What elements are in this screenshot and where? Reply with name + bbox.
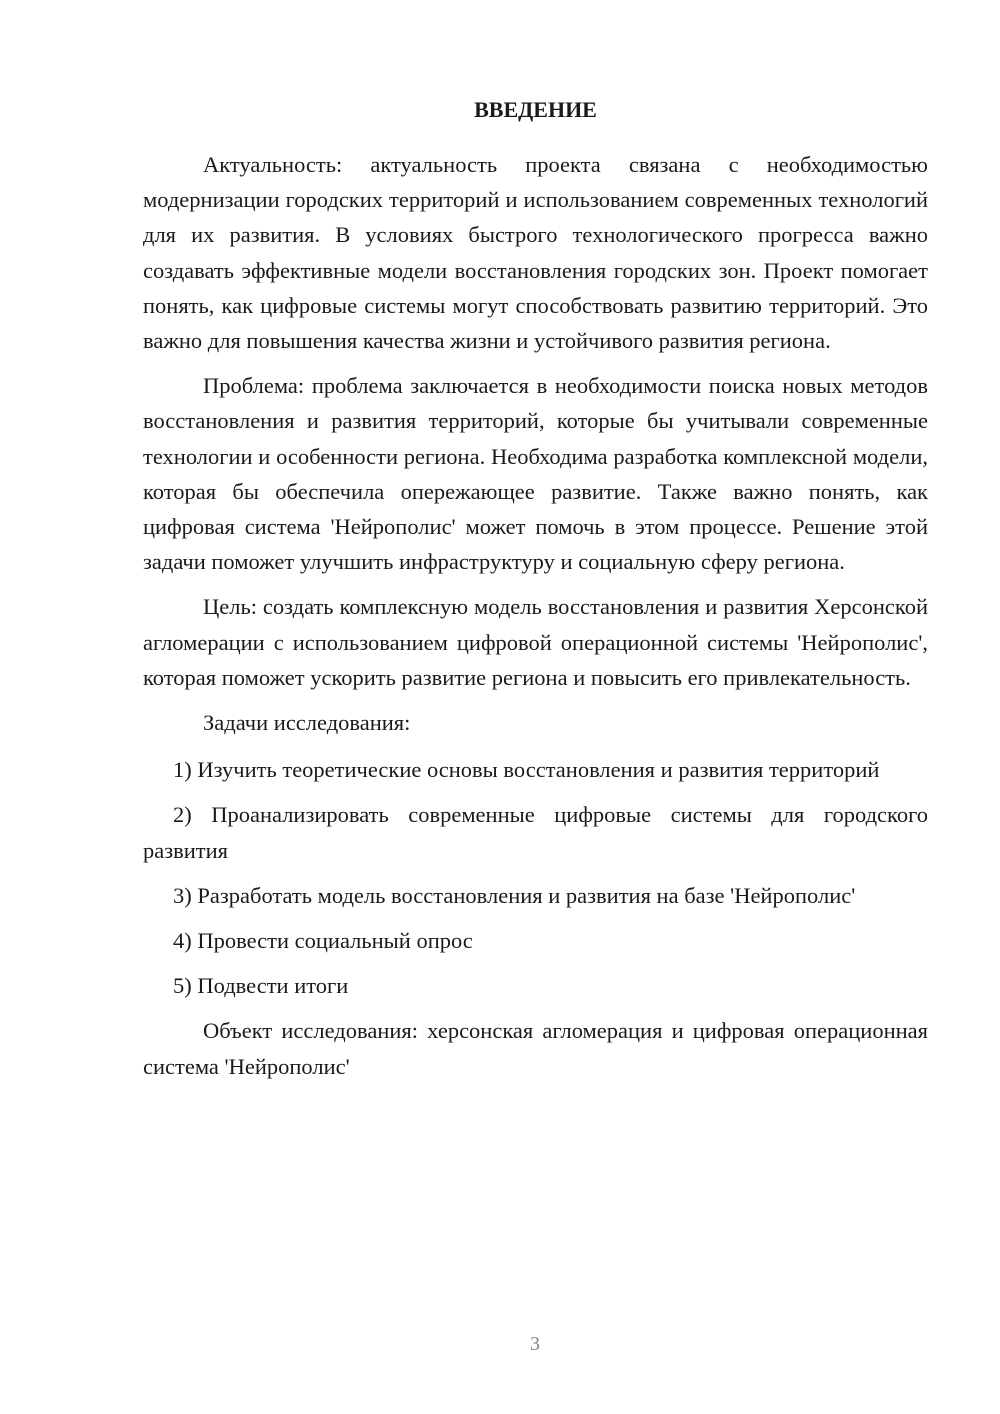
task-item-2: 2) Проанализировать современные цифровые системы для городского развития [143,802,928,863]
paragraph-object: Объект исследования: херсонская агломерация и цифровая операционная система 'Нейрополис' [143,1018,928,1079]
task-item-1: 1) Изучить теоретические основы восстановления и развития территорий [173,757,880,783]
task-item-4: 4) Провести социальный опрос [173,928,473,954]
task-item-5: 5) Подвести итоги [173,973,349,999]
section-heading: ВВЕДЕНИЕ [474,97,597,122]
page-number: 3 [530,1333,540,1355]
tasks-heading: Задачи исследования: [203,710,411,736]
paragraph-relevance: Актуальность: актуальность проекта связана с необходимостью модернизации городских территорий и использованием современных технологий для их развития. В условиях быстрого технологического прогресса важно создавать эффективные модели восстановления городских зон. Проект помогает понять, как цифровые системы могут способствовать развитию территорий. Это важно для повышения качества жизни и устойчивого развития региона. [143,152,928,354]
document-page [143,92,928,1094]
task-item-3: 3) Разработать модель восстановления и развития на базе 'Нейрополис' [173,882,856,908]
paragraph-problem: Проблема: проблема заключается в необходимости поиска новых методов восстановления и развития территорий, которые бы учитывали современные технологии и особенности региона. Необходима разработка комплексной модели, которая бы обеспечила опережающее развитие. Также важно понять, как цифровая система 'Нейрополис' может помочь в этом процессе. Решение этой задачи поможет улучшить инфраструктуру и социальную сферу региона. [143,373,928,575]
paragraph-goal: Цель: создать комплексную модель восстановления и развития Херсонской агломерации с использованием цифровой операционной системы 'Нейрополис', которая поможет ускорить развитие региона и повысить его привлекательность. [143,594,928,690]
